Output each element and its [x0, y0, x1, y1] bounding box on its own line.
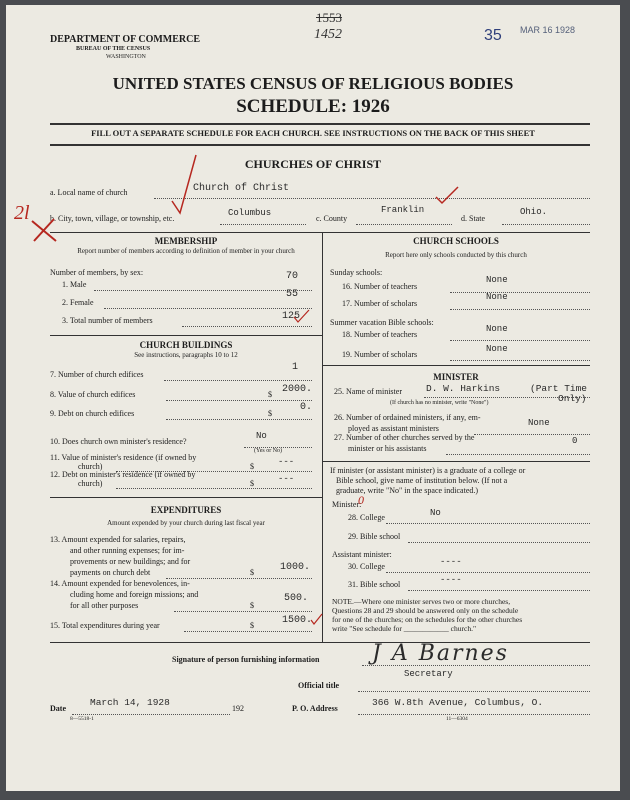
official-title-value: Secretary	[404, 669, 453, 679]
other-churches-label-2: minister or his assistants	[348, 444, 427, 453]
other-churches-line	[446, 454, 590, 455]
edifice-debt-label: 9. Debt on church edifices	[50, 409, 135, 418]
schools-title: CHURCH SCHOOLS	[413, 236, 499, 246]
address-line	[358, 714, 590, 715]
res-debt-label-1: 12. Debt on minister's residence (if owned by	[50, 470, 196, 479]
red-mark-minister: 0	[358, 493, 364, 507]
date-label: Date	[50, 704, 66, 713]
exp14-amount: 500.	[283, 593, 308, 604]
exp13-line1: 13. Amount expended for salaries, repairs,	[50, 535, 186, 544]
minister-only: Only)	[558, 393, 587, 404]
res-value-amount: ---	[278, 457, 295, 467]
teachers18-label: 18. Number of teachers	[342, 330, 418, 339]
ordained-line	[474, 434, 590, 435]
minister-title: MINISTER	[433, 372, 479, 382]
rule-expenditures	[50, 497, 322, 498]
ordained-label-2: ployed as assistant ministers	[348, 424, 439, 433]
red-tick-total-exp-icon	[310, 613, 324, 627]
college28-label: 28. College	[348, 513, 385, 522]
red-tick-total-icon	[292, 309, 312, 325]
membership-title: MEMBERSHIP	[154, 236, 218, 246]
date-value: March 14, 1928	[90, 697, 170, 708]
column-divider	[322, 232, 323, 642]
other-churches-label-1: 27. Number of other churches served by the	[334, 433, 475, 442]
dollar-sign: $	[250, 621, 254, 630]
ordained-label-1: 26. Number of ordained ministers, if any, em-	[334, 413, 481, 422]
dollar-sign: $	[268, 409, 272, 418]
teachers16-label: 16. Number of teachers	[342, 282, 418, 291]
exp15-line	[184, 631, 312, 632]
schools-note: Report here only schools conducted by this church	[385, 251, 527, 259]
form-title: UNITED STATES CENSUS OF RELIGIOUS BODIES	[112, 74, 514, 93]
official-title-label: Official title	[298, 681, 340, 690]
teachers18-value: None	[486, 324, 508, 334]
minister-note-3: for one of the churches; on the schedules for the other churches	[332, 615, 523, 624]
buildings-note: See instructions, paragraphs 10 to 12	[134, 351, 238, 359]
edifice-debt-amount: 0.	[299, 402, 312, 413]
ordained-value: None	[528, 418, 550, 428]
male-label: 1. Male	[62, 280, 87, 289]
assistant-minister-label: Assistant minister:	[332, 550, 392, 559]
red-tick-county-icon	[432, 185, 462, 207]
official-title-line	[358, 691, 590, 692]
state-line	[502, 224, 590, 225]
city-line	[220, 224, 306, 225]
exp13-line3: provements or new buildings; and for	[70, 557, 191, 566]
res-debt-label-2: church)	[78, 479, 103, 488]
male-value: 70	[285, 271, 298, 282]
res-debt-amount: ---	[278, 474, 295, 484]
minister-note-1: NOTE.—Where one minister serves two or more churches,	[332, 597, 511, 606]
date-line	[72, 714, 230, 715]
other-churches-value: 0	[572, 436, 578, 446]
scholars19-line	[450, 360, 590, 361]
college30-label: 30. College	[348, 562, 385, 571]
handwritten-number: 1452	[314, 27, 342, 42]
county-label: c. County	[316, 214, 348, 223]
teachers16-value: None	[486, 275, 508, 285]
edifice-value-label: 8. Value of church edifices	[50, 390, 136, 399]
schedule-number: 35	[484, 27, 502, 44]
bible31-label: 31. Bible school	[348, 580, 401, 589]
scholars17-line	[450, 309, 590, 310]
teachers16-line	[450, 292, 590, 293]
received-date-stamp: MAR 16 1928	[520, 25, 576, 35]
signature: J A Barnes	[372, 641, 509, 666]
signature-label: Signature of person furnishing information	[172, 655, 320, 664]
dollar-sign: $	[250, 462, 254, 471]
exp13-line2: and other running expenses; for im-	[70, 546, 185, 555]
residence-value: No	[256, 431, 267, 441]
membership-note: Report number of members according to definition of member in your church	[77, 247, 295, 255]
res-value-label-1: 11. Value of minister's residence (if owned by	[50, 453, 197, 462]
total-members-value: 125	[281, 311, 300, 322]
female-value: 55	[285, 289, 298, 300]
county-line	[356, 224, 452, 225]
members-by-sex-label: Number of members, by sex:	[50, 268, 144, 277]
college30-line	[386, 572, 590, 573]
city-heading: WASHINGTON	[106, 54, 146, 60]
exp14-line3: for all other purposes	[70, 601, 139, 610]
exp14-line2: cluding home and foreign missions; and	[70, 590, 199, 599]
college28-line	[386, 523, 590, 524]
dollar-sign: $	[250, 568, 254, 577]
edifices-label: 7. Number of church edifices	[50, 370, 144, 379]
department-heading: DEPARTMENT OF COMMERCE	[50, 34, 201, 45]
total-members-line	[182, 326, 312, 327]
minister-sub-label: Minister:	[332, 500, 362, 509]
sunday-schools-label: Sunday schools:	[330, 268, 383, 277]
county-value: Franklin	[381, 205, 425, 215]
minister-name-note: (If church has no minister, write "None")	[390, 400, 489, 406]
bureau-heading: BUREAU OF THE CENSUS	[76, 46, 151, 52]
residence-label: 10. Does church own minister's residence?	[50, 437, 187, 446]
print-number: 11—6304	[446, 716, 468, 722]
city-value: Columbus	[228, 208, 272, 218]
census-schedule-sheet	[6, 5, 620, 791]
rule-grid-top	[50, 232, 590, 233]
total-members-label: 3. Total number of members	[62, 316, 153, 325]
exp14-line	[174, 611, 312, 612]
exp15-amount: 1500.	[281, 615, 312, 626]
bible29-label: 29. Bible school	[348, 532, 401, 541]
dollar-sign: $	[250, 479, 254, 488]
rule-minister	[322, 365, 590, 366]
edifice-value-line	[166, 400, 312, 401]
minister-note-2: Questions 28 and 29 should be answered only on the schedule	[332, 606, 519, 615]
schedule-title: SCHEDULE: 1926	[236, 96, 390, 117]
exp13-line4: payments on church debt	[70, 568, 151, 577]
scholars17-label: 17. Number of scholars	[342, 299, 418, 308]
minister-name-label: 25. Name of minister	[334, 387, 402, 396]
edifice-value-amount: 2000.	[281, 384, 312, 395]
yes-no-hint: (Yes or No)	[254, 448, 283, 454]
scholars17-value: None	[486, 292, 508, 302]
rule-buildings	[50, 335, 322, 336]
rule-instruction	[50, 144, 590, 146]
bible29-line	[408, 542, 590, 543]
edifices-value: 1	[291, 362, 298, 373]
expenditures-title: EXPENDITURES	[150, 505, 222, 515]
rule-grid-bottom	[50, 642, 590, 643]
state-value: Ohio.	[520, 207, 548, 217]
bible31-value: ----	[440, 575, 462, 585]
graduate-note-1: If minister (or assistant minister) is a graduate of a college or	[330, 466, 526, 475]
crossed-number: 1553	[316, 10, 342, 25]
church-name-label: a. Local name of church	[50, 188, 128, 197]
college28-value: No	[430, 508, 441, 518]
state-label: d. State	[461, 214, 485, 223]
minister-part-time: (Part Time	[530, 383, 588, 394]
exp14-line1: 14. Amount expended for benevolences, in-	[50, 579, 190, 588]
rule-top	[50, 123, 590, 125]
college30-value: ----	[440, 557, 462, 567]
fill-out-instruction: FILL OUT A SEPARATE SCHEDULE FOR EACH CHURCH. SEE INSTRUCTIONS ON THE BACK OF THIS SHEET	[91, 128, 535, 138]
graduate-note-2: Bible school, give name of institution below. (If not a	[336, 476, 508, 485]
rule-graduate	[322, 461, 590, 462]
expenditures-note: Amount expended by your church during last fiscal year	[107, 519, 265, 527]
buildings-title: CHURCH BUILDINGS	[139, 340, 233, 350]
bible31-line	[408, 590, 590, 591]
denomination-title: CHURCHES OF CHRIST	[244, 157, 382, 171]
scholars19-label: 19. Number of scholars	[342, 350, 418, 359]
address-value: 366 W.8th Avenue, Columbus, O.	[372, 697, 544, 708]
red-check-mark-icon	[166, 153, 206, 225]
exp13-amount: 1000.	[279, 562, 310, 573]
minister-name-value: D. W. Harkins	[426, 383, 501, 394]
dollar-sign: $	[250, 601, 254, 610]
margin-pencil-mark: 2l	[14, 202, 30, 224]
city-label: b. City, town, village, or township, etc.	[50, 214, 175, 223]
church-name-value: Church of Christ	[193, 183, 290, 194]
summer-schools-label: Summer vacation Bible schools:	[330, 318, 434, 327]
address-label: P. O. Address	[292, 704, 338, 713]
teachers18-line	[450, 340, 590, 341]
minister-note-4: write "See schedule for ____________ church."	[332, 624, 477, 633]
exp15-label: 15. Total expenditures during year	[50, 621, 160, 630]
edifice-debt-line	[166, 419, 312, 420]
year-suffix: 192	[232, 704, 244, 713]
female-line	[104, 308, 312, 309]
res-debt-line	[116, 488, 312, 489]
graduate-note-3: graduate, write "No" in the space indicated.)	[336, 486, 479, 495]
church-name-line	[154, 198, 590, 199]
dollar-sign: $	[268, 390, 272, 399]
female-label: 2. Female	[62, 298, 94, 307]
scholars19-value: None	[486, 344, 508, 354]
form-number: 8—5518-1	[70, 716, 94, 722]
res-value-label-2: church)	[78, 462, 103, 471]
edifices-line	[164, 380, 312, 381]
